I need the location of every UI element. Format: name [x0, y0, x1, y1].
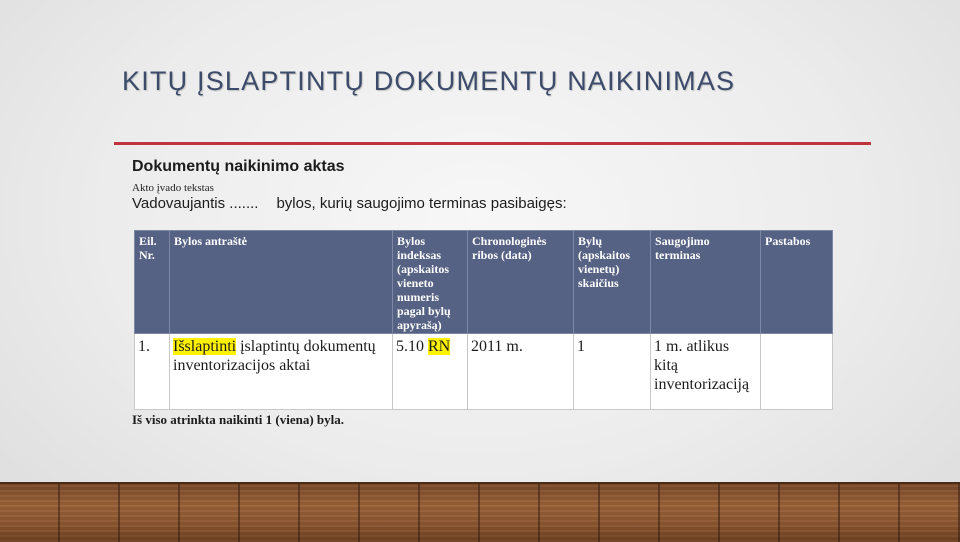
title-highlight: Išslaptinti	[173, 338, 237, 355]
cell-index	[393, 334, 468, 410]
column-header-dates: Chronologinės ribos (data)	[468, 231, 574, 334]
column-header-notes: Pastabos	[761, 231, 833, 334]
document-heading: Dokumentų naikinimo aktas	[132, 158, 345, 175]
title-underline	[114, 142, 871, 145]
intro-line	[132, 195, 567, 212]
index-number: 5.10	[396, 338, 424, 355]
column-header-nr: Eil. Nr.	[135, 231, 170, 334]
column-header-title: Bylos antraštė	[170, 231, 393, 334]
column-header-retention: Saugojimo terminas	[651, 231, 761, 334]
cell-title	[170, 334, 393, 410]
intro-part-2: bylos, kurių saugojimo terminas pasibaigęs:	[276, 195, 567, 212]
slide-title: KITŲ ĮSLAPTINTŲ DOKUMENTŲ NAIKINIMAS	[122, 66, 736, 96]
cell-count: 1	[574, 334, 651, 410]
destruction-act-table	[134, 230, 833, 410]
table-row	[135, 334, 833, 410]
cell-nr: 1.	[135, 334, 170, 410]
table-header-row	[135, 231, 833, 334]
document-footer: Iš viso atrinkta naikinti 1 (viena) byla.	[132, 412, 345, 427]
intro-label: Akto įvado tekstas	[132, 182, 214, 194]
cell-notes	[761, 334, 833, 410]
column-header-index: Bylos indeksas (apskaitos vieneto numeris pagal bylų apyrašą)	[393, 231, 468, 334]
column-header-count: Bylų (apskaitos vienetų) skaičius	[574, 231, 651, 334]
cell-retention: 1 m. atlikus kitą inventorizaciją	[651, 334, 761, 410]
intro-part-1: Vadovaujantis .......	[132, 195, 259, 212]
title-rest: įslaptintų dokumentų inventorizacijos aktai	[173, 338, 376, 374]
index-highlight: RN	[428, 338, 451, 355]
cell-dates: 2011 m.	[468, 334, 574, 410]
wooden-floor-decoration	[0, 482, 960, 542]
